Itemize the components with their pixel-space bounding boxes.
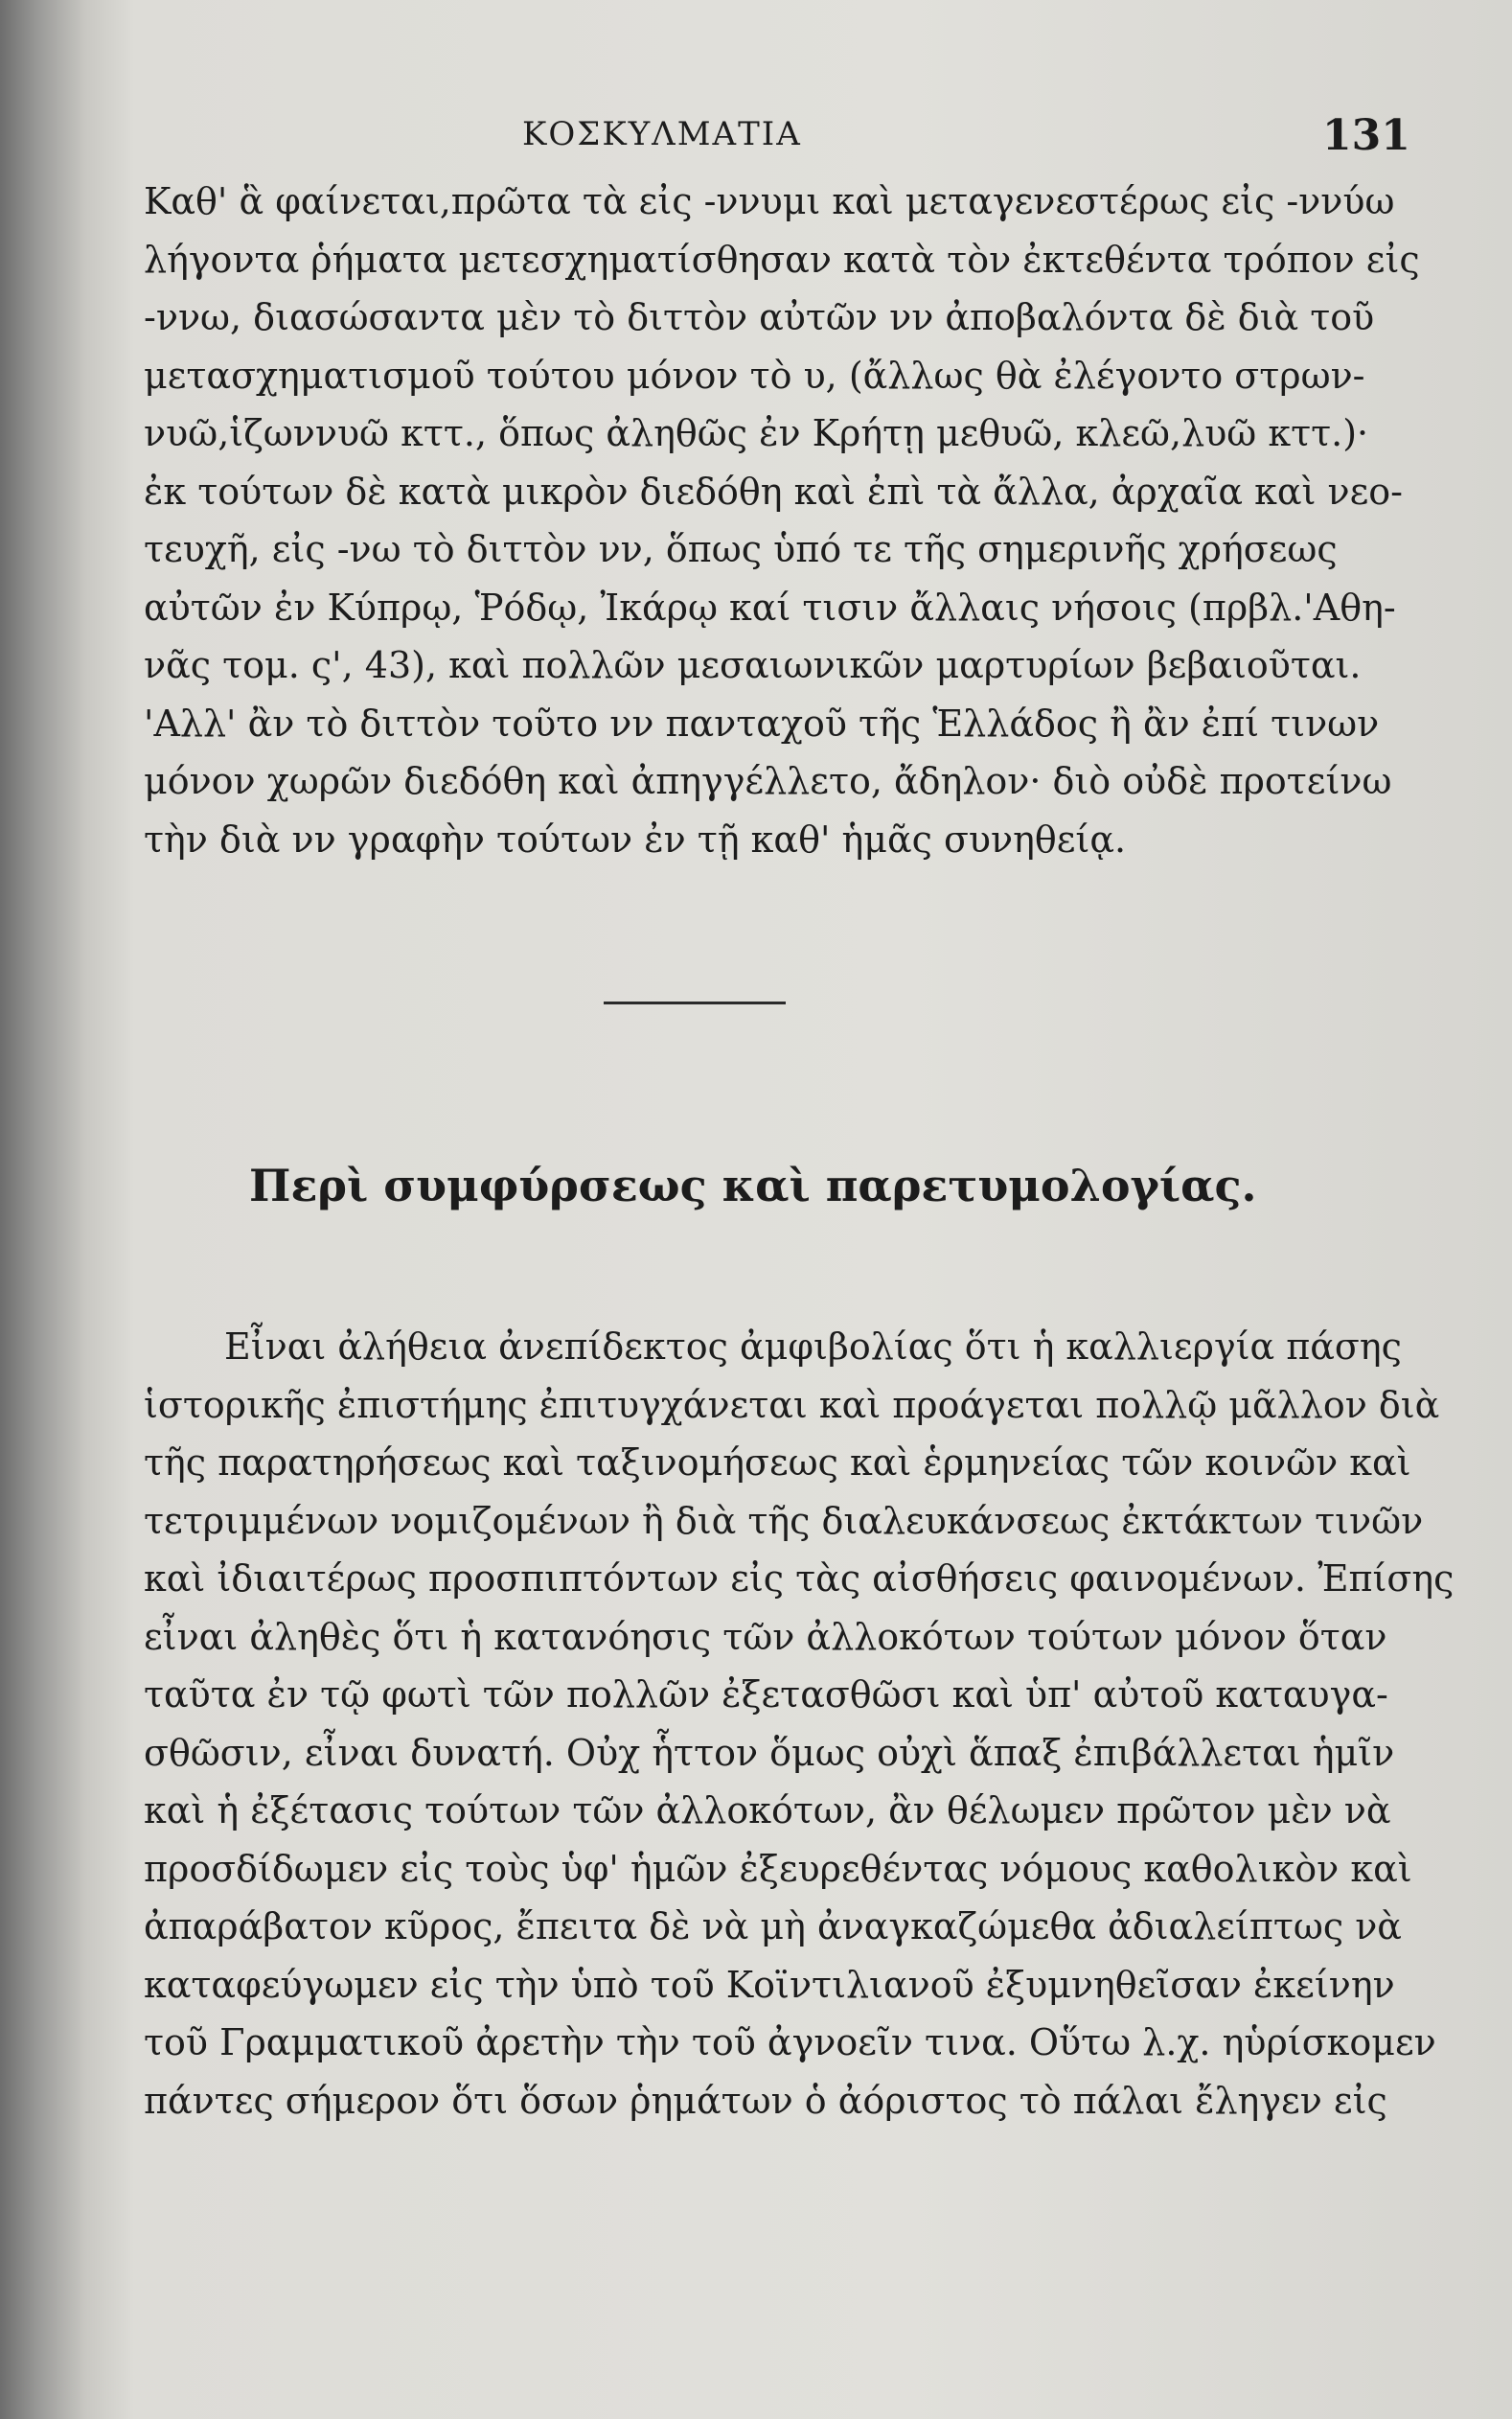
running-title: ΚΟΣΚΥΛΜΑΤΙΑ: [522, 115, 802, 153]
text-line: μετασχηματισμοῦ τούτου μόνον τὸ υ, (ἄλλως θὰ ἐλέγοντο στρων-: [144, 354, 1365, 397]
paragraph-2: [144, 1318, 1455, 2130]
text-line: Καθ' ἃ φαίνεται,πρῶτα τὰ εἰς -ννυμι καὶ μεταγενεστέρως εἰς -ννύω: [144, 180, 1395, 222]
text-line: μόνον χωρῶν διεδόθη καὶ ἀπηγγέλλετο, ἄδηλον· διὸ οὐδὲ προτείνω: [144, 760, 1392, 802]
section-divider: [604, 1002, 786, 1004]
text-line: νᾶς τομ. ς', 43), καὶ πολλῶν μεσαιωνικῶν μαρτυρίων βεβαιοῦται.: [144, 644, 1362, 686]
text-line: εἶναι ἀληθὲς ὅτι ἡ κατανόησις τῶν ἀλλοκότων τούτων μόνον ὅταν: [144, 1615, 1387, 1658]
text-line: καὶ ἡ ἐξέτασις τούτων τῶν ἀλλοκότων, ἂν θέλωμεν πρῶτον μὲν νὰ: [144, 1789, 1391, 1832]
text-line: ἀπαράβατον κῦρος, ἔπειτα δὲ νὰ μὴ ἀναγκαζώμεθα ἀδιαλείπτως νὰ: [144, 1905, 1402, 1947]
page-number: 131: [1322, 111, 1410, 160]
text-line: προσδίδωμεν εἰς τοὺς ὑφ' ἡμῶν ἐξευρεθέντας νόμους καθολικὸν καὶ: [144, 1847, 1412, 1890]
text-line: τευχῆ, εἰς -νω τὸ διττὸν νν, ὅπως ὑπό τε τῆς σημερινῆς χρήσεως: [144, 528, 1338, 570]
text-line: καταφεύγωμεν εἰς τὴν ὑπὸ τοῦ Κοϊντιλιανοῦ ἐξυμνηθεῖσαν ἐκείνην: [144, 1963, 1395, 2006]
section-heading: Περὶ συμφύρσεως καὶ παρετυμολογίας.: [249, 1160, 1257, 1211]
text-line: νυῶ,ἱζωννυῶ κττ., ὅπως ἀληθῶς ἐν Κρήτῃ μεθυῶ, κλεῶ,λυῶ κττ.)·: [144, 412, 1369, 454]
page-header: [0, 111, 1512, 173]
text-line: τὴν διὰ νν γραφὴν τούτων ἐν τῇ καθ' ἡμᾶς συνηθείᾳ.: [144, 818, 1127, 861]
text-line: ἱστορικῆς ἐπιστήμης ἐπιτυγχάνεται καὶ προάγεται πολλῷ μᾶλλον διὰ: [144, 1383, 1440, 1426]
text-line: λήγοντα ῥήματα μετεσχηματίσθησαν κατὰ τὸν ἐκτεθέντα τρόπον εἰς: [144, 238, 1420, 281]
text-line: τῆς παρατηρήσεως καὶ ταξινομήσεως καὶ ἑρμηνείας τῶν κοινῶν καὶ: [144, 1441, 1411, 1484]
text-line: πάντες σήμερον ὅτι ὅσων ῥημάτων ὁ ἀόριστος τὸ πάλαι ἔληγεν εἰς: [144, 2079, 1387, 2122]
text-line: τετριμμένων νομιζομένων ἢ διὰ τῆς διαλευκάνσεως ἐκτάκτων τινῶν: [144, 1499, 1424, 1542]
text-line: Εἶναι ἀλήθεια ἀνεπίδεκτος ἀμφιβολίας ὅτι ἡ καλλιεργία πάσης: [224, 1325, 1402, 1368]
text-line: καὶ ἰδιαιτέρως προσπιπτόντων εἰς τὰς αἰσθήσεις φαινομένων. Ἐπίσης: [144, 1557, 1455, 1600]
paragraph-1: [144, 173, 1420, 868]
text-line: τοῦ Γραμματικοῦ ἀρετὴν τὴν τοῦ ἀγνοεῖν τινα. Οὕτω λ.χ. ηὑρίσκομεν: [144, 2021, 1436, 2063]
text-line: ταῦτα ἐν τῷ φωτὶ τῶν πολλῶν ἐξετασθῶσι καὶ ὑπ' αὐτοῦ καταυγα-: [144, 1673, 1388, 1716]
text-line: ἐκ τούτων δὲ κατὰ μικρὸν διεδόθη καὶ ἐπὶ τὰ ἄλλα, ἀρχαῖα καὶ νεο-: [144, 470, 1403, 513]
text-line: αὐτῶν ἐν Κύπρῳ, Ῥόδῳ, Ἰκάρῳ καί τισιν ἄλλαις νήσοις (πρβλ.'Αθη-: [144, 586, 1396, 629]
text-line: -ννω, διασώσαντα μὲν τὸ διττὸν αὐτῶν νν ἀποβαλόντα δὲ διὰ τοῦ: [144, 296, 1375, 338]
text-line: σθῶσιν, εἶναι δυνατή. Οὐχ ἧττον ὅμως οὐχὶ ἅπαξ ἐπιβάλλεται ἡμῖν: [144, 1731, 1395, 1774]
text-line: 'Αλλ' ἂν τὸ διττὸν τοῦτο νν πανταχοῦ τῆς Ἑλλάδος ἢ ἂν ἐπί τινων: [144, 702, 1380, 745]
